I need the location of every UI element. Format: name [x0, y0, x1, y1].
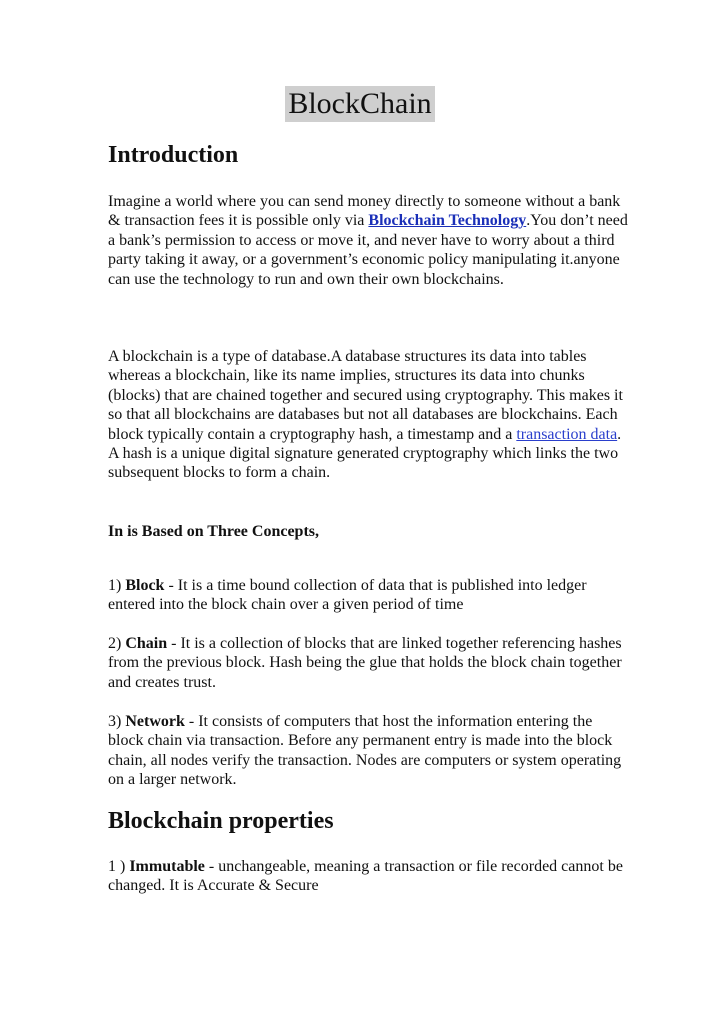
property-number: 1 ) [108, 858, 130, 875]
introduction-heading: Introduction [108, 142, 239, 168]
concept-term: Chain [125, 635, 168, 652]
property-item-immutable [108, 857, 628, 896]
concept-description: - It consists of computers that host the information entering the block chain via transaction. Before any permanent entry is made into the block chain, all nodes verify the transaction. Nodes are computers or system operating on a larger network. [108, 713, 622, 789]
intro-paragraph [108, 192, 628, 289]
concept-item-block [108, 576, 628, 615]
concept-number: 1) [108, 577, 126, 594]
property-description: - unchangeable, meaning a transaction or file recorded cannot be changed. It is Accurate & Secure [108, 858, 623, 895]
blockchain-properties-heading: Blockchain properties [108, 808, 334, 834]
concept-term: Block [125, 577, 165, 594]
concept-item-network [108, 712, 628, 790]
blockchain-technology-link[interactable]: Blockchain Technology [368, 212, 527, 230]
intro-text-after-link: .You don’t need a bank’s permission to access or move it, and never have to worry about a third party taking it away, or a government’s economic policy manipulating it.anyone can use the technology to run and own their own blockchains. [108, 212, 628, 288]
transaction-data-link[interactable]: transaction data [516, 425, 618, 443]
concept-term: Network [125, 713, 185, 730]
concept-number: 2) [108, 635, 126, 652]
database-text-after-link: . A hash is a unique digital signature generated cryptography which links the two subsequent blocks to form a chain. [108, 425, 622, 482]
property-term: Immutable [129, 858, 205, 875]
document-title: BlockChain [285, 86, 435, 122]
database-text-before-link: A blockchain is a type of database.A database structures its data into tables whereas a blockchain, like its name implies, structures its data into chunks (blocks) that are chained together and secured using cryptography. This makes it so that all blockchains are databases but not all databases are blockchains. Each block typically contain a cryptography hash, a timestamp and a [108, 348, 623, 443]
concept-number: 3) [108, 713, 126, 730]
concept-description: - It is a collection of blocks that are linked together referencing hashes from the previous block. Hash being the glue that holds the block chain together and creates trust. [108, 635, 622, 691]
database-paragraph [108, 347, 628, 483]
intro-text-before-link: Imagine a world where you can send money directly to someone without a bank & transaction fees it is possible only via [108, 193, 621, 230]
concept-description: - It is a time bound collection of data that is published into ledger entered into the block chain over a given period of time [108, 577, 587, 614]
concepts-heading: In is Based on Three Concepts, [108, 523, 319, 540]
concept-item-chain [108, 634, 628, 692]
